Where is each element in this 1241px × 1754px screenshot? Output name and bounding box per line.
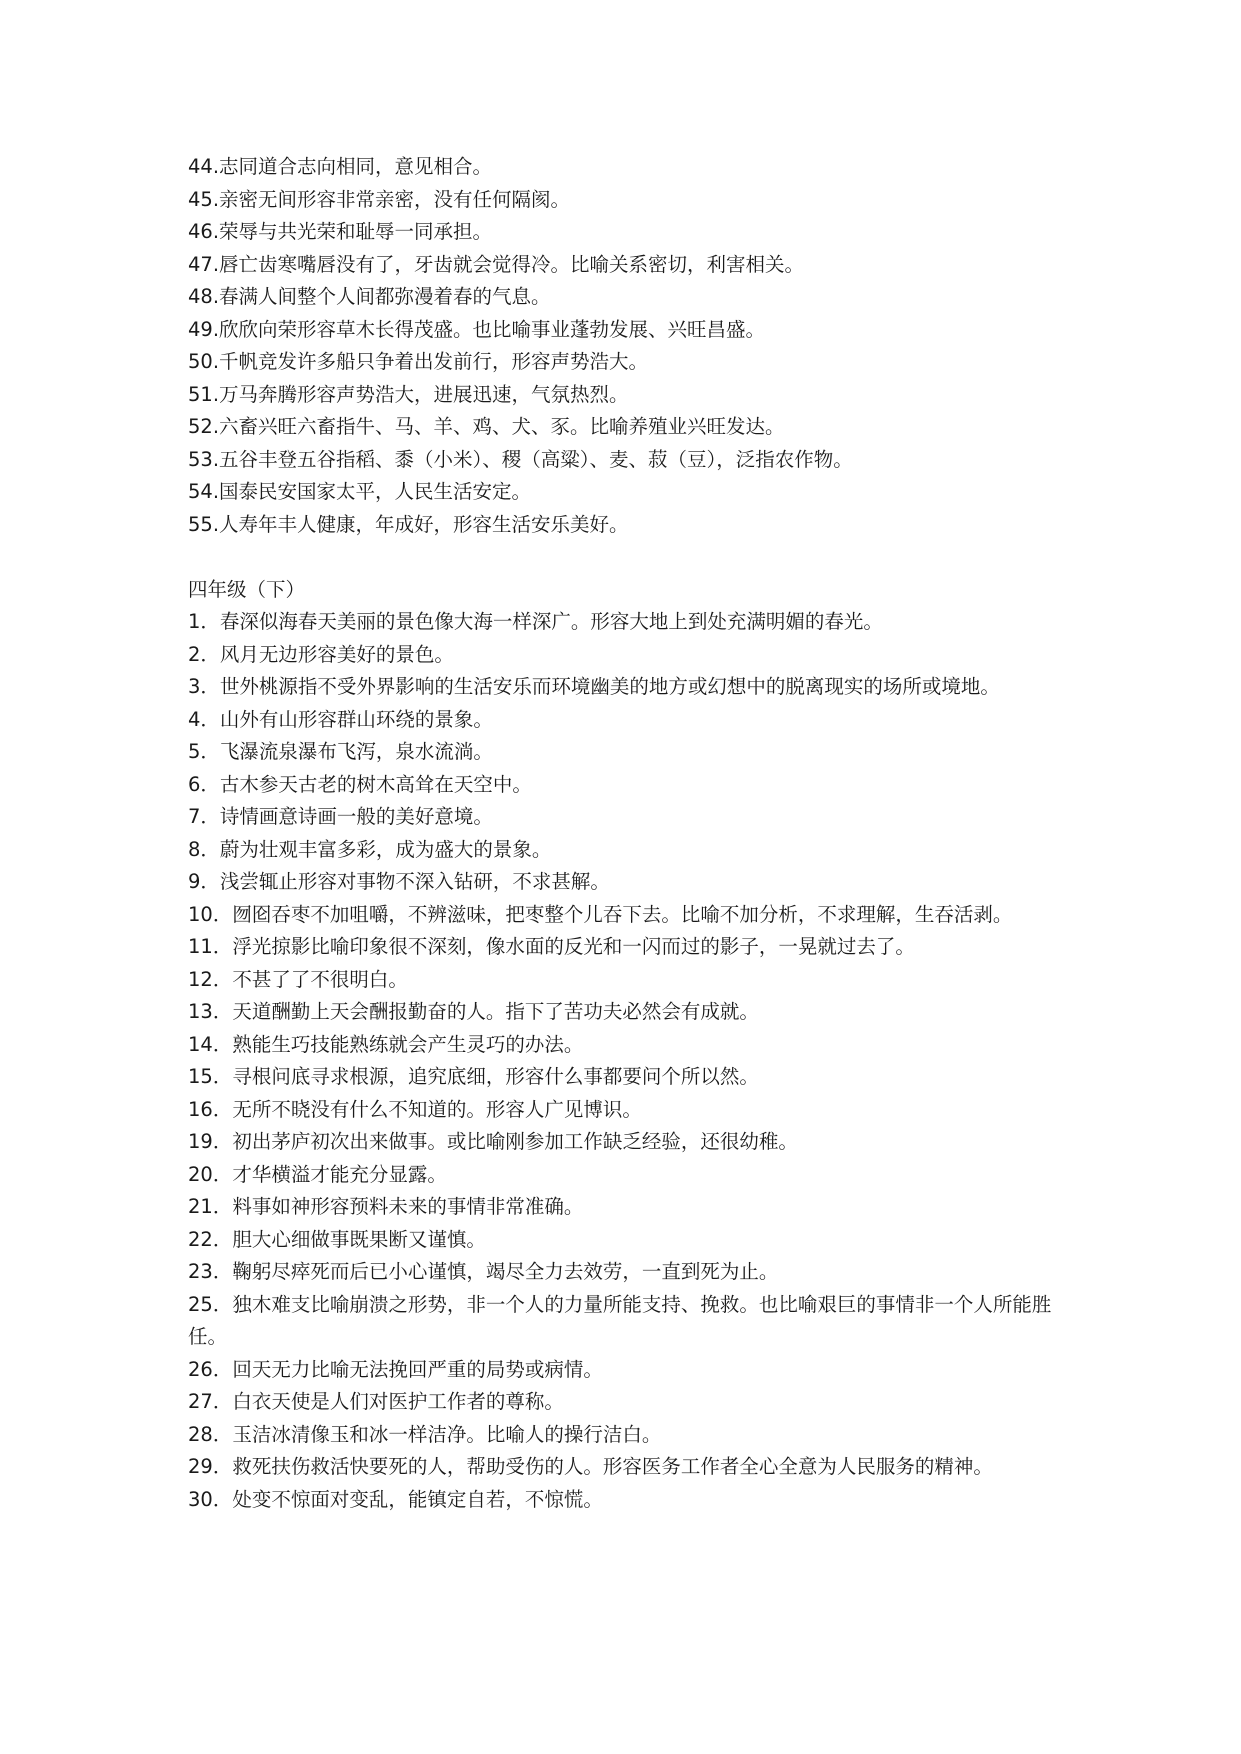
list-item: 9．浅尝辄止形容对事物不深入钻研，不求甚解。 bbox=[188, 870, 610, 893]
list-item: 22．胆大心细做事既果断又谨慎。 bbox=[188, 1227, 486, 1251]
list-item: 13．天道酬勤上天会酬报勤奋的人。指下了苦功夫必然会有成就。 bbox=[188, 1000, 759, 1023]
document-body bbox=[188, 151, 1068, 1516]
list-item: 29．救死扶伤救活快要死的人，帮助受伤的人。形容医务工作者全心全意为人民服务的精神。 bbox=[188, 1455, 993, 1478]
list-item: 4．山外有山形容群山环绕的景象。 bbox=[188, 707, 493, 731]
list-item: 49.欣欣向荣形容草木长得茂盛。也比喻事业蓬勃发展、兴旺昌盛。 bbox=[188, 317, 766, 341]
list-item: 51.万马奔腾形容声势浩大，进展迅速，气氛热烈。 bbox=[188, 382, 629, 406]
section-spacer bbox=[188, 541, 1068, 574]
list-item: 28．玉洁冰清像玉和冰一样洁净。比喻人的操行洁白。 bbox=[188, 1422, 662, 1446]
list-item: 30．处变不惊面对变乱，能镇定自若，不惊慌。 bbox=[188, 1487, 603, 1511]
list-item: 16．无所不晓没有什么不知道的。形容人广见博识。 bbox=[188, 1097, 642, 1121]
list-item: 6．古木参天古老的树木高耸在天空中。 bbox=[188, 772, 532, 796]
list-item: 14．熟能生巧技能熟练就会产生灵巧的办法。 bbox=[188, 1032, 584, 1056]
list-item: 54.国泰民安国家太平，人民生活安定。 bbox=[188, 480, 532, 503]
list-item: 12．不甚了了不很明白。 bbox=[188, 967, 408, 991]
list-item: 53.五谷丰登五谷指稻、黍（小米）、稷（高粱）、麦、菽（豆），泛指农作物。 bbox=[188, 447, 853, 471]
list-item: 47.唇亡齿寒嘴唇没有了，牙齿就会觉得冷。比喻关系密切，利害相关。 bbox=[188, 252, 805, 276]
list-item: 48.春满人间整个人间都弥漫着春的气息。 bbox=[188, 285, 551, 308]
section-heading: 四年级（下） bbox=[188, 577, 306, 601]
list-item: 20．才华横溢才能充分显露。 bbox=[188, 1162, 447, 1186]
list-item: 21．料事如神形容预料未来的事情非常准确。 bbox=[188, 1195, 584, 1218]
list-item: 26．回天无力比喻无法挽回严重的局势或病情。 bbox=[188, 1357, 603, 1381]
list-item: 52.六畜兴旺六畜指牛、马、羊、鸡、犬、豕。比喻养殖业兴旺发达。 bbox=[188, 415, 785, 438]
list-item: 15．寻根问底寻求根源，追究底细，形容什么事都要问个所以然。 bbox=[188, 1065, 759, 1088]
list-item: 2．风月无边形容美好的景色。 bbox=[188, 642, 454, 666]
list-item: 1．春深似海春天美丽的景色像大海一样深广。形容大地上到处充满明媚的春光。 bbox=[188, 610, 883, 633]
list-item: 50.千帆竞发许多船只争着出发前行，形容声势浩大。 bbox=[188, 350, 649, 373]
list-item: 46.荣辱与共光荣和耻辱一同承担。 bbox=[188, 220, 493, 243]
list-item: 11．浮光掠影比喻印象很不深刻，像水面的反光和一闪而过的影子，一晃就过去了。 bbox=[188, 935, 915, 958]
list-item: 25．独木难支比喻崩溃之形势，非一个人的力量所能支持、挽救。也比喻艰巨的事情非一个人所能胜任。 bbox=[188, 1292, 1052, 1348]
idiom-list-grade4-lower bbox=[188, 606, 1068, 1516]
list-item: 19．初出茅庐初次出来做事。或比喻刚参加工作缺乏经验，还很幼稚。 bbox=[188, 1130, 798, 1153]
list-item: 7．诗情画意诗画一般的美好意境。 bbox=[188, 805, 493, 828]
list-item: 5．飞瀑流泉瀑布飞泻，泉水流淌。 bbox=[188, 740, 493, 763]
list-item: 8．蔚为壮观丰富多彩，成为盛大的景象。 bbox=[188, 837, 552, 861]
list-item: 44.志同道合志向相同，意见相合。 bbox=[188, 155, 493, 178]
list-item: 45.亲密无间形容非常亲密，没有任何隔阂。 bbox=[188, 187, 571, 211]
list-item: 55.人寿年丰人健康，年成好，形容生活安乐美好。 bbox=[188, 512, 629, 536]
list-item: 3．世外桃源指不受外界影响的生活安乐而环境幽美的地方或幻想中的脱离现实的场所或境地。 bbox=[188, 675, 1000, 698]
list-item: 23．鞠躬尽瘁死而后已小心谨慎，竭尽全力去效劳，一直到死为止。 bbox=[188, 1260, 779, 1283]
idiom-list-grade4-upper bbox=[188, 151, 1068, 541]
list-item: 27．白衣天使是人们对医护工作者的尊称。 bbox=[188, 1390, 564, 1413]
list-item: 10．囫囵吞枣不加咀嚼，不辨滋味，把枣整个儿吞下去。比喻不加分析，不求理解，生吞活剥。 bbox=[188, 902, 1013, 926]
